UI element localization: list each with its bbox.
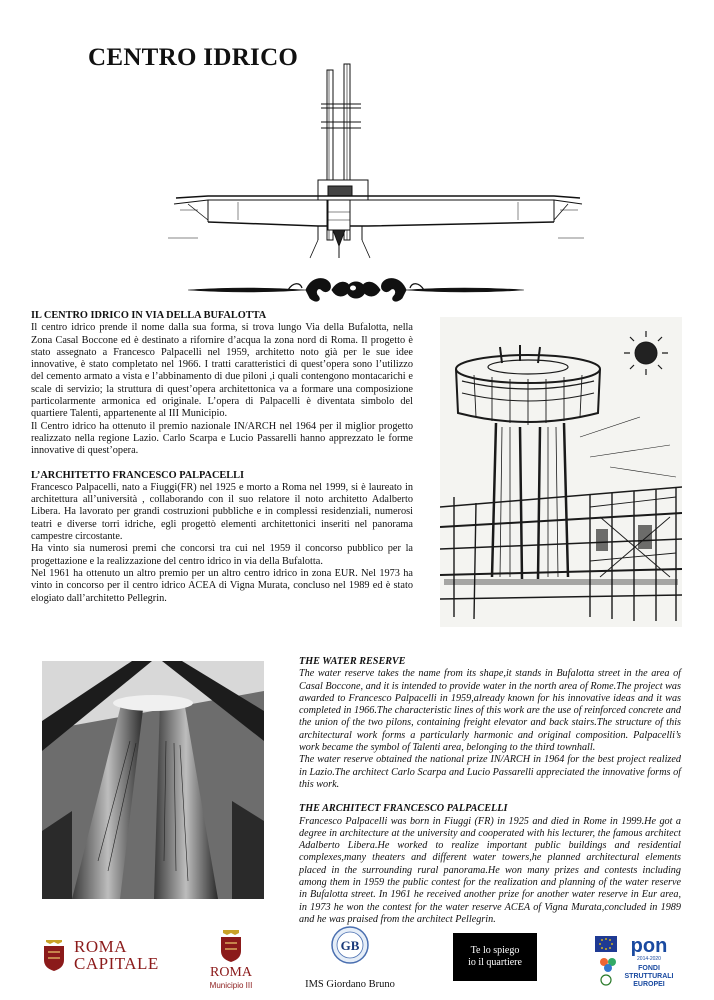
roma-capitale-logo bbox=[42, 934, 159, 980]
svg-text:EUROPEI: EUROPEI bbox=[633, 981, 665, 988]
svg-text:STRUTTURALI: STRUTTURALI bbox=[624, 973, 674, 980]
roma-crest-icon bbox=[42, 936, 66, 972]
roma-capitale-text: ROMA CAPITALE bbox=[74, 937, 159, 973]
municipio-crest-icon bbox=[219, 928, 243, 962]
english-text-block bbox=[299, 656, 681, 926]
municipio-number-text: Municipio III bbox=[209, 981, 253, 990]
paragraph-architetto-1: Francesco Palpacelli, nato a Fiuggi(FR) nel 1925 e morto a Roma nel 1999, si è laureato in architettura all’università , collaborando con il suo relatore il noto architetto Adalberto Libera. Ha lavorato per grandi costruzioni pubbliche e in complessi residenziali, numerosi teatri e diverse torri idriche, egli progettò elementi architettonici inseriti nel panorama campestre circostante. bbox=[31, 481, 413, 543]
heading-water-reserve: THE WATER RESERVE bbox=[299, 656, 406, 667]
municipio-city-text: ROMA bbox=[209, 965, 252, 980]
paragraph-water-reserve-2: The water reserve obtained the national prize IN/ARCH in 1964 for the best project realized in Lazio.The architect Carlo Scarpa and Lucio Passarelli appreciated the innovative forms of this work. bbox=[299, 754, 681, 790]
pon-fondi-strutturali-logo bbox=[595, 932, 685, 992]
paragraph-architetto-3: Nel 1961 ha ottenuto un altro premio per un altro centro idrico in zona EUR. Nel 1973 ha vinto in concorso per il centro idrico ACEA di Vigna Murata, concluso nel 1989 ed è stato elogiato dall’architetto Pellegrin. bbox=[31, 567, 413, 604]
seal-initials: GB bbox=[340, 938, 360, 953]
ornamental-divider bbox=[188, 270, 524, 310]
svg-text:FONDI: FONDI bbox=[638, 965, 660, 972]
paragraph-architetto-2: Ha vinto sia numerosi premi che concorsi tra cui nel 1959 il concorso pubblico per la progettazione e la realizzazione del centro idrico in via della Bufalotta. bbox=[31, 543, 413, 567]
paragraph-architect-1: Francesco Palpacelli was born in Fiuggi (FR) in 1925 and died in Rome in 1999.He got a degree in architecture at the university and cooperated with his lecturer, the famous architect Adalberto Libera.He worked to realize important public buildings and residential complexes,many theaters and different water towers,he planned architectural elements placed in the surrounding rural panorama.He won many prizes and contests including among them in 1959 the public contest for the realization and planning of the water reserve in Bufalotta street. In 1961 he received another prize for another water reserve in Eur area, in 1973 he won the contest for the water reserve ACEA of Vigna Murata,concluded in 1989 and he was praised from the architect Pellegrin. bbox=[299, 815, 681, 925]
page-title: CENTRO IDRICO bbox=[88, 44, 299, 71]
heading-architetto: L’ARCHITETTO FRANCESCO PALPACELLI bbox=[31, 469, 245, 481]
tower-sketch-image bbox=[440, 317, 682, 627]
spiego-line-1: Te lo spiego bbox=[470, 945, 520, 956]
svg-text:pon: pon bbox=[630, 935, 668, 957]
municipio-iii-logo bbox=[203, 928, 259, 994]
school-name: IMS Giordano Bruno bbox=[305, 979, 395, 990]
heading-centro-idrico: IL CENTRO IDRICO IN VIA DELLA BUFALOTTA bbox=[31, 310, 267, 321]
spiego-line-2: io il quartiere bbox=[468, 957, 522, 968]
heading-architect: THE ARCHITECT FRANCESCO PALPACELLI bbox=[299, 803, 508, 815]
italian-republic-icon bbox=[601, 975, 611, 985]
tower-photo bbox=[42, 661, 264, 899]
paragraph-centro-idrico-1: Il centro idrico prende il nome dalla sua forma, si trova lungo Via della Bufalotta, nella Zona Casal Boccone ed è destinato a rifornire d’acqua la zona nord di Roma. Il progetto è stato assegnato a Francesco Palpacelli nel 1959, architetto noto già per le sue idee innovative, è stato completato nel 1966. I tratti caratteristici di quest’opera sono l’utilizzo del cemento armato a vista e l’abbinamento di due piloni ,i quali contengono montacarichi e scale di servizio; la struttura di quest’opera architettonica va a formare una composizione particolarmente armonica ed originale. L’opera di Palpacelli è diventata simbolo del quartiere Talenti, appartenente al III Municipio. bbox=[31, 322, 413, 420]
school-seal-icon bbox=[331, 926, 369, 964]
paragraph-water-reserve-1: The water reserve takes the name from its shape,it stands in Bufalotta street in the area of Casal Boccone, and it is intended to provide water in the north area of Rome.The project was awarded to Francesco Palpacelli in 1959,already known for his innovative ideas and it was completed in 1966.The characteristic lines of this work are the use of reinforced concrete and the union of the two pilons, containing freight elevator and back stairs.The structure of this architectural work forms a particularly harmonic and original composition. Palpacelli’s work became the symbol of Talenti area, belonging to the third townhall. bbox=[299, 668, 681, 754]
italian-text-block bbox=[31, 310, 413, 605]
ims-giordano-bruno-logo bbox=[300, 926, 400, 996]
svg-text:2014-2020: 2014-2020 bbox=[637, 956, 661, 962]
paragraph-centro-idrico-2: Il Centro idrico ha ottenuto il premio nazionale IN/ARCH nel 1964 per il miglior progetto realizzato nella regione Lazio. Carlo Scarpa e Lucio Passarelli hanno apprezzato le forme innovative di quest’opera. bbox=[31, 420, 413, 457]
architectural-section-drawing bbox=[168, 62, 584, 262]
te-lo-spiego-logo bbox=[453, 933, 537, 981]
